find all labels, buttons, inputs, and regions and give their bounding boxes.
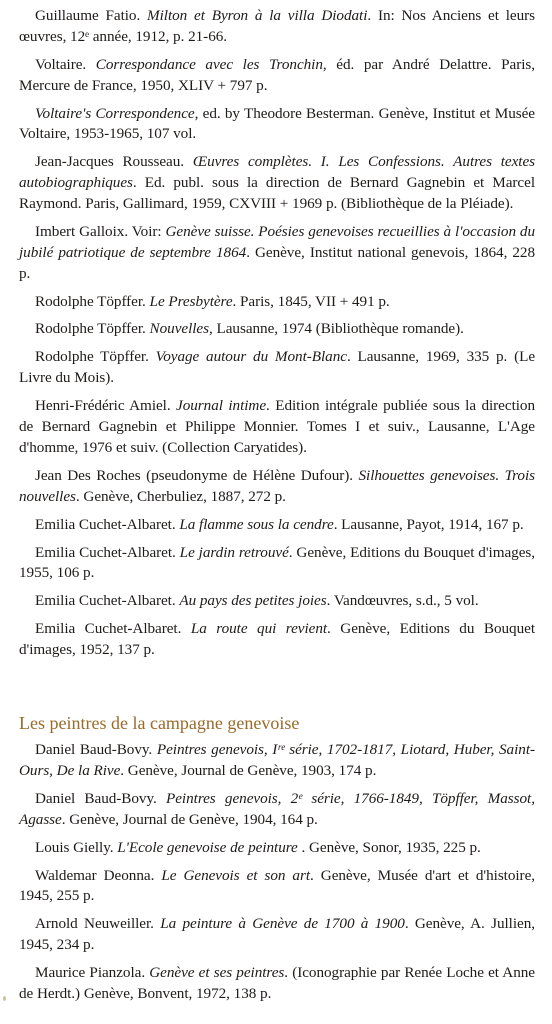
entry-details: . Genève, Journal de Genève, 1904, 164 p.: [61, 810, 318, 828]
bibliography-entry: [19, 866, 535, 908]
entry-title: Le jardin retrouvé: [179, 543, 289, 561]
entry-title: Genève et ses peintres: [149, 964, 285, 982]
bibliography-entry: [19, 963, 535, 1005]
bibliography-entry: [19, 292, 535, 313]
bibliography-entry: [19, 319, 535, 340]
entry-details: , Lausanne, 1974 (Bibliothèque romande).: [209, 320, 464, 338]
entry-details: . Genève, A. Jullien, 1945, 234 p.: [19, 915, 536, 954]
entry-title: Journal intime: [176, 397, 267, 415]
entry-details: . Paris, 1845, VII + 491 p.: [232, 292, 390, 310]
entry-author: Emilia Cuchet-Albaret.: [35, 592, 176, 610]
entry-author: Voltaire.: [35, 55, 87, 73]
entry-title: Au pays des petites joies: [179, 592, 327, 610]
entry-details: . In: Nos Anciens et leurs œuvres, 12ᵉ année, 1912, p. 21-66.: [19, 7, 535, 45]
entry-author: Daniel Baud-Bovy.: [35, 789, 157, 807]
entry-title: Correspondance avec les Tronchin: [95, 55, 323, 73]
entry-author: Arnold Neuweiller.: [35, 915, 154, 933]
bibliography-entry: [19, 222, 535, 284]
entry-details: , ed. by Theodore Besterman. Genève, Institut et Musée Voltaire, 1953-1965, 107 vol.: [19, 104, 535, 143]
entry-author: Henri-Frédéric Amiel.: [35, 397, 171, 415]
entry-author: Daniel Baud-Bovy.: [35, 741, 153, 758]
entry-author: Maurice Pianzola.: [35, 964, 146, 982]
section-heading: Les peintres de la campagne genevoise: [19, 713, 300, 733]
bibliography-entry: [19, 396, 535, 458]
entry-author: Waldemar Deonna.: [35, 866, 155, 884]
entry-details: . (Iconographie par Renée Loche et Anne de Herdt.) Genève, Bonvent, 1972, 138 p.: [19, 964, 535, 1002]
bibliography-entry: [19, 914, 535, 956]
bibliography-entry: [19, 347, 535, 389]
entry-details: . Genève, Editions du Bouquet d'images, 1952, 137 p.: [19, 620, 536, 659]
bibliography-entry: [19, 619, 535, 661]
entry-author: Rodolphe Töpffer.: [35, 292, 146, 310]
entry-title: Voltaire's Correspondence: [35, 104, 195, 122]
entry-title: Le Presbytère: [149, 292, 233, 310]
entry-title: Silhouettes genevoises. Trois nouvelles: [19, 466, 535, 505]
bibliography-entry: [19, 789, 535, 831]
bibliography-entry: [19, 838, 535, 859]
bibliography-entry: [19, 740, 535, 782]
bibliography-entry: [19, 55, 535, 97]
entry-title: La peinture à Genève de 1700 à 1900: [160, 915, 405, 933]
entry-title: Peintres genevois, Iʳᵉ série, 1702-1817, Liotard, Huber, Saint-Ours, De la Rive: [19, 741, 535, 779]
entry-title: Voyage autour du Mont-Blanc: [155, 348, 347, 366]
entry-details: . Ed. publ. sous la direction de Bernard Gagnebin et Marcel Raymond. Paris, Gallimard, 1959, CXVIII + 1969 p. (Bibliothèque de la Pléiade).: [19, 174, 535, 212]
bibliography-entry: [19, 515, 535, 536]
bibliography-entry: [19, 152, 535, 214]
entry-details: . Lausanne, Payot, 1914, 167 p.: [333, 515, 524, 533]
bibliography-entry: [19, 6, 535, 48]
entry-author: Jean-Jacques Rousseau.: [35, 153, 185, 171]
entry-details: . Genève, Musée d'art et d'histoire, 1945, 255 p.: [19, 866, 536, 905]
entry-author: Jean Des Roches (pseudonyme de Hélène Dufour).: [35, 466, 354, 484]
entry-author: Emilia Cuchet-Albaret.: [35, 515, 176, 533]
paper-speck: [3, 996, 6, 1001]
entry-title: La route qui revient: [190, 620, 328, 638]
entry-details: . Genève, Editions du Bouquet d'images, 1955, 106 p.: [19, 543, 535, 582]
entry-author: Louis Gielly.: [35, 838, 114, 856]
entry-details: . Edition intégrale publiée sous la direction de Bernard Gagnebin et Philippe Monnier. Tomes I et suiv., Lausanne, L'Age d'homme, 1976 et suiv. (Collection Caryatides).: [19, 397, 535, 456]
entry-title: L'Ecole genevoise de peinture: [117, 838, 298, 856]
entry-details: . Vandœuvres, s.d., 5 vol.: [326, 592, 479, 610]
entry-title: Nouvelles: [149, 320, 209, 338]
bibliography-list: [19, 6, 535, 668]
entry-title: Peintres genevois, 2ᵉ série, 1766-1849, Töpffer, Massot, Agasse: [19, 789, 535, 828]
entry-author: Emilia Cuchet-Albaret.: [35, 543, 176, 561]
entry-title: Genève suisse. Poésies genevoises recueillies à l'occasion du jubilé patriotique de septembre 1864: [19, 222, 536, 261]
entry-details: . Genève, Institut national genevois, 1864, 228 p.: [19, 243, 535, 282]
entry-title: Milton et Byron à la villa Diodati: [147, 7, 368, 24]
entry-author: Imbert Galloix. Voir:: [35, 222, 162, 240]
entry-details: . Genève, Sonor, 1935, 225 p.: [297, 838, 481, 856]
entry-details: , éd. par André Delattre. Paris, Mercure de France, 1950, XLIV + 797 p.: [19, 55, 535, 94]
entry-title: Œuvres complètes. I. Les Confessions. Autres textes autobiographiques: [19, 153, 536, 192]
entry-details: . Lausanne, 1969, 335 p. (Le Livre du Mois).: [19, 348, 536, 387]
entry-title: La flamme sous la cendre: [179, 515, 334, 533]
bibliography-entry: [19, 591, 535, 612]
entry-author: Rodolphe Töpffer.: [35, 348, 149, 366]
entry-details: . Genève, Cherbuliez, 1887, 272 p.: [75, 487, 286, 505]
bibliography-list-painters: [19, 740, 535, 1012]
entry-title: Le Genevois et son art: [161, 866, 311, 884]
entry-author: Emilia Cuchet-Albaret.: [35, 620, 182, 638]
entry-details: . Genève, Journal de Genève, 1903, 174 p.: [120, 761, 377, 779]
entry-author: Rodolphe Töpffer.: [35, 320, 146, 338]
entry-author: Guillaume Fatio.: [35, 7, 141, 24]
bibliography-entry: [19, 104, 535, 146]
bibliography-entry: [19, 466, 535, 508]
bibliography-entry: [19, 543, 535, 585]
